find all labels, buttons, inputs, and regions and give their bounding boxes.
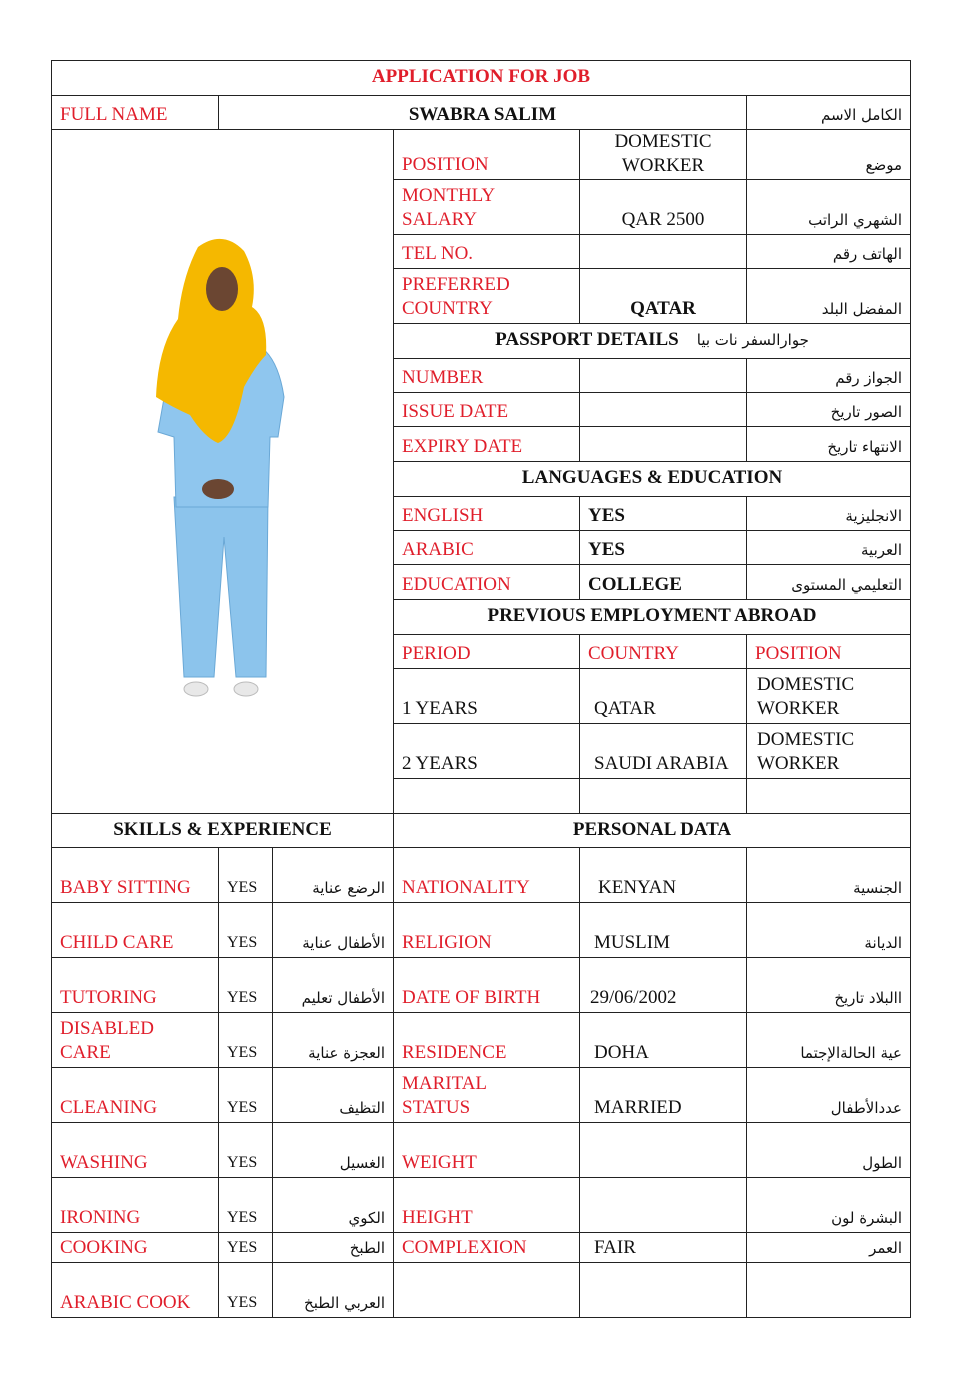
skill-value: YES [218,957,273,1013]
personal-arabic: العمر [746,1232,911,1263]
skill-label: CHILD CARE [51,902,219,958]
skills-heading: SKILLS & EXPERIENCE [51,813,394,848]
skill-arabic: التظيف [272,1067,394,1123]
english-arabic: الانجليزية [746,496,911,531]
skill-value: YES [218,1067,273,1123]
personal-value: 29/06/2002 [579,957,747,1013]
skill-value: YES [218,1262,273,1318]
personal-label: WEIGHT [393,1122,580,1178]
employment-header-position: POSITION [746,634,911,669]
passport-heading-text: PASSPORT DETAILS [495,329,679,350]
passport-heading [393,323,911,359]
personal-value [579,1122,747,1178]
expiry-date-value [579,426,747,462]
tel-arabic: الهاتف رقم [746,234,911,269]
personal-value [579,1177,747,1233]
personal-arabic: الديانة [746,902,911,958]
employment-row-3-empty [393,778,580,814]
personal-empty [746,1262,911,1318]
skill-label: TUTORING [51,957,219,1013]
employment-row-1-period: 1 YEARS [393,668,580,724]
expiry-date-label: EXPIRY DATE [393,426,580,462]
personal-label: MARITAL STATUS [393,1067,580,1123]
passport-heading-arabic: جوارالسفر نات بيا [696,331,809,349]
issue-date-arabic: الصور تاريخ [746,392,911,427]
personal-value: MUSLIM [579,902,747,958]
preferred-country-label: PREFERRED COUNTRY [393,268,580,324]
skill-value: YES [218,902,273,958]
position-arabic: موضع [746,129,911,180]
personal-empty [579,1262,747,1318]
issue-date-label: ISSUE DATE [393,392,580,427]
education-arabic: التعليمي المستوى [746,564,911,600]
languages-heading: LANGUAGES & EDUCATION [393,461,911,497]
skill-arabic: الغسيل [272,1122,394,1178]
applicant-photo [148,237,298,707]
passport-number-value [579,358,747,393]
employment-header-country: COUNTRY [579,634,747,669]
personal-value: KENYAN [579,847,747,903]
personal-label: NATIONALITY [393,847,580,903]
employment-row-2-position: DOMESTIC WORKER [746,723,911,779]
tel-label: TEL NO. [393,234,580,269]
english-value: YES [579,496,747,531]
personal-label: RELIGION [393,902,580,958]
skill-value: YES [218,1232,273,1263]
full-name-arabic: الكامل الاسم [746,95,911,130]
arabic-arabic: العربية [746,530,911,565]
passport-number-label: NUMBER [393,358,580,393]
skill-value: YES [218,1177,273,1233]
personal-value: DOHA [579,1012,747,1068]
skill-label: IRONING [51,1177,219,1233]
full-name-value: SWABRA SALIM [218,95,747,130]
issue-date-value [579,392,747,427]
employment-row-1-position: DOMESTIC WORKER [746,668,911,724]
skill-value: YES [218,1012,273,1068]
personal-arabic: الجنسية [746,847,911,903]
position-label: POSITION [393,129,580,180]
personal-value: FAIR [579,1232,747,1263]
skill-label: COOKING [51,1232,219,1263]
personal-label: RESIDENCE [393,1012,580,1068]
personal-arabic: عية الحالةالإجتما [746,1012,911,1068]
preferred-country-arabic: المفضل البلد [746,268,911,324]
education-label: EDUCATION [393,564,580,600]
preferred-country-value: QATAR [579,268,747,324]
skill-label: BABY SITTING [51,847,219,903]
personal-label: DATE OF BIRTH [393,957,580,1013]
english-label: ENGLISH [393,496,580,531]
employment-row-3-empty [746,778,911,814]
form-title: APPLICATION FOR JOB [51,60,911,96]
arabic-label: ARABIC [393,530,580,565]
skill-value: YES [218,1122,273,1178]
skill-value: YES [218,847,273,903]
employment-heading: PREVIOUS EMPLOYMENT ABROAD [393,599,911,635]
skill-arabic: الأطفال تعليم [272,957,394,1013]
arabic-value: YES [579,530,747,565]
skill-arabic: الأطفال عناية [272,902,394,958]
passport-number-arabic: الجواز رقم [746,358,911,393]
personal-arabic: البشرة لون [746,1177,911,1233]
personal-arabic: عددالأطفال [746,1067,911,1123]
skill-label: CLEANING [51,1067,219,1123]
personal-arabic: االبلاد تاريخ [746,957,911,1013]
employment-row-2-period: 2 YEARS [393,723,580,779]
salary-label: MONTHLY SALARY [393,179,580,235]
position-value: DOMESTIC WORKER [579,129,747,180]
skill-arabic: الطبخ [272,1232,394,1263]
personal-arabic: الطول [746,1122,911,1178]
skill-arabic: العجزة عناية [272,1012,394,1068]
skill-label: ARABIC COOK [51,1262,219,1318]
employment-row-1-country: QATAR [579,668,747,724]
skill-label: WASHING [51,1122,219,1178]
skill-label: DISABLED CARE [51,1012,219,1068]
tel-value [579,234,747,269]
personal-label: HEIGHT [393,1177,580,1233]
salary-value: QAR 2500 [579,179,747,235]
skill-arabic: العربي الطبخ [272,1262,394,1318]
personal-value: MARRIED [579,1067,747,1123]
expiry-date-arabic: الانتهاء تاريخ [746,426,911,462]
salary-arabic: الشهري الراتب [746,179,911,235]
applicant-photo-cell [51,129,394,814]
skill-arabic: الكوي [272,1177,394,1233]
full-name-label: FULL NAME [51,95,219,130]
personal-empty [393,1262,580,1318]
employment-header-period: PERIOD [393,634,580,669]
personal-label: COMPLEXION [393,1232,580,1263]
skill-arabic: الرضع عناية [272,847,394,903]
employment-row-3-empty [579,778,747,814]
personal-heading: PERSONAL DATA [393,813,911,848]
education-value: COLLEGE [579,564,747,600]
employment-row-2-country: SAUDI ARABIA [579,723,747,779]
